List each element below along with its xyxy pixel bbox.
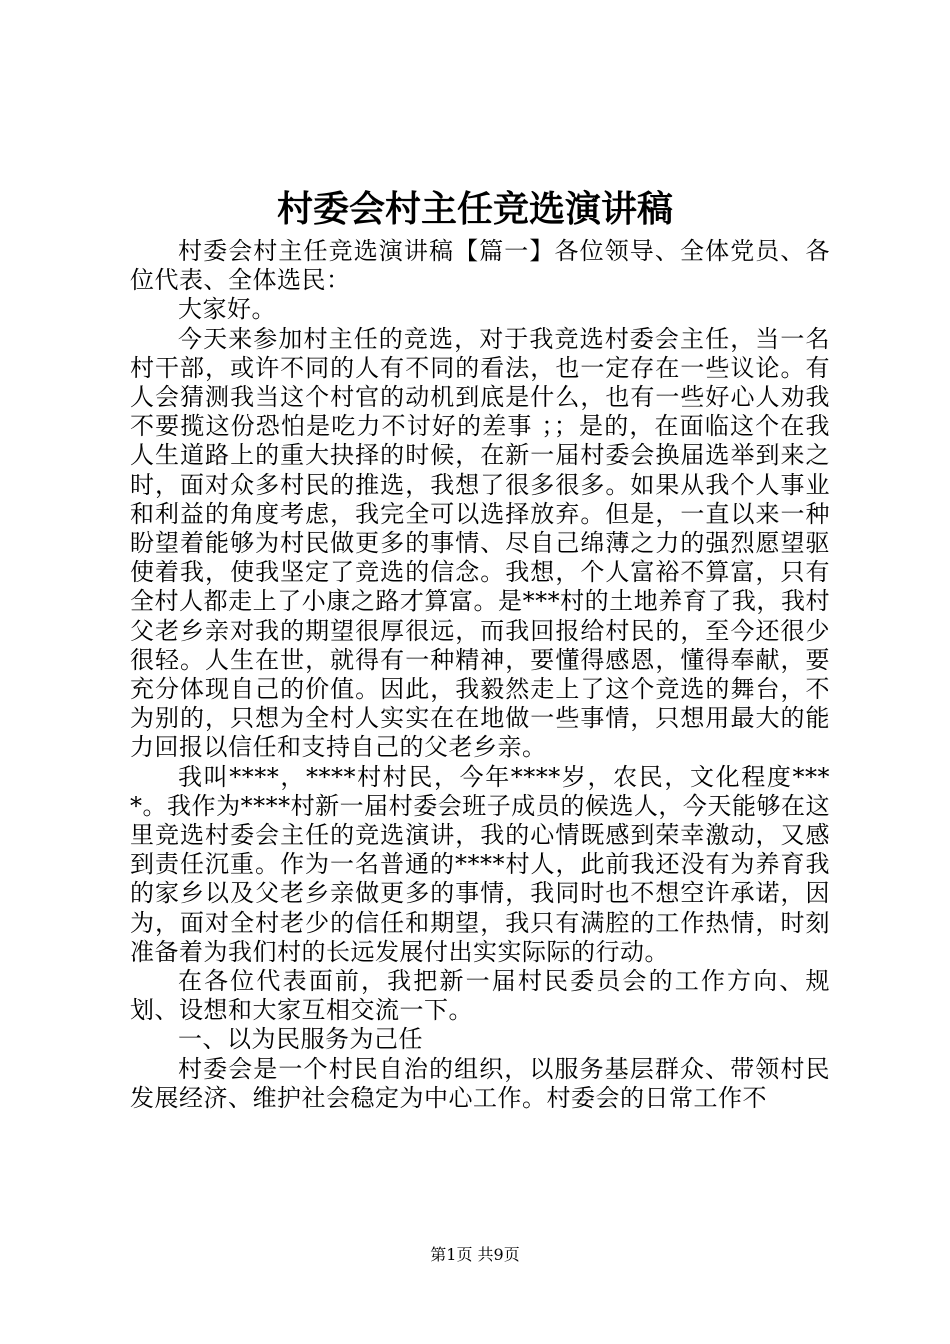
paragraph-greeting: 大家好。 bbox=[178, 295, 276, 324]
paragraph-motivation: 今天来参加村主任的竞选，对于我竞选村委会主任，当一名村干部，或许不同的人有不同的看法，也一定存在一些议论。有人会猜测我当这个村官的动机到底是什么，也有一些好心人劝我不要揽这份恐怕是吃力不讨好的差事 ；；是的，在面临这个在我人生道路上的重大抉择的时候，在新一届村委会换届选举到来之时，面对众多村民的推选，我想了很多很多。如果从我个人事业和利益的角度考虑，我完全可以选择放弃。但是，一直以来一种盼望着能够为村民做更多的事情、尽自己绵薄之力的强烈愿望驱使着我，使我坚定了竞选的信念。我想，个人富裕不算富，只有全村人都走上了小康之路才算富。是***村的土地养育了我，我村父老乡亲对我的期望很厚很远，而我回报给村民的，至今还很少很轻。人生在世，就得有一种精神，要懂得感恩，懂得奉献，要充分体现自己的价值。因此，我毅然走上了这个竞选的舞台，不为别的，只想为全村人实实在在地做一些事情，只想用最大的能力回报以信任和支持自己的父老乡亲。 bbox=[130, 324, 830, 762]
document-title: 村委会村主任竞选演讲稿 bbox=[276, 188, 673, 230]
page-indicator: 第1页 共9页 bbox=[430, 1245, 520, 1264]
paragraph-plan-intro: 在各位代表面前，我把新一届村民委员会的工作方向、规划、设想和大家互相交流一下。 bbox=[130, 967, 830, 1025]
section-heading: 一、以为民服务为己任 bbox=[178, 1025, 423, 1054]
document-body bbox=[130, 237, 830, 1113]
paragraph-opening: 村委会村主任竞选演讲稿【篇一】各位领导、全体党员、各位代表、全体选民： bbox=[130, 237, 830, 295]
paragraph-introduction: 我叫****，****村村民，今年****岁，农民，文化程度****。我作为****村新一届村委会班子成员的候选人，今天能够在这里竞选村委会主任的竞选演讲，我的心情既感到荣幸激动，又感到责任沉重。作为一名普通的****村人，此前我还没有为养育我的家乡以及父老乡亲做更多的事情，我同时也不想空许承诺，因为，面对全村老少的信任和期望，我只有满腔的工作热情，时刻准备着为我们村的长远发展付出实实际际的行动。 bbox=[130, 762, 830, 966]
paragraph-section-body: 村委会是一个村民自治的组织，以服务基层群众、带领村民发展经济、维护社会稳定为中心工作。村委会的日常工作不 bbox=[130, 1054, 830, 1112]
